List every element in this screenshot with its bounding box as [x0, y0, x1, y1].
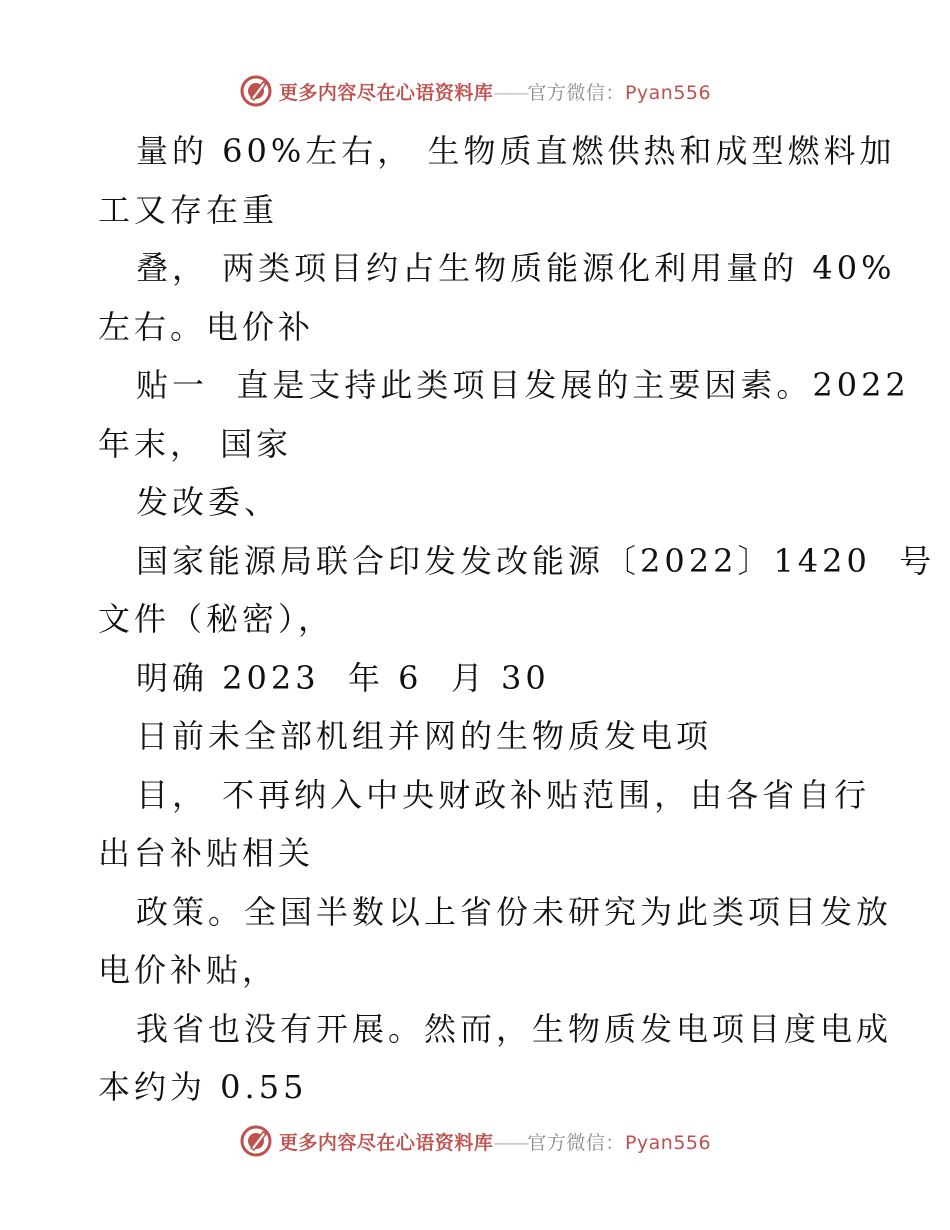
text-line: 本约为 0.55 — [98, 1068, 308, 1106]
text-line: 文件（秘密）， — [98, 600, 335, 638]
text-line: 左右。电价补 — [98, 307, 315, 346]
text-line: 明确 2023 年 6 月 30 — [136, 658, 550, 697]
text-line: 目， 不再纳入中央财政补贴范围，由各省自行 — [136, 775, 871, 814]
watermark-wechat-id: Pyan556 — [624, 1131, 712, 1154]
text-line: 出台补贴相关 — [98, 834, 315, 872]
watermark-separator: —— — [493, 1131, 528, 1154]
pen-logo-icon — [239, 1124, 273, 1158]
pen-logo-icon — [239, 74, 273, 108]
watermark-label: 官方微信： — [527, 1131, 625, 1154]
text-line: 贴一 直是支持此类项目发展的主要因素。2022 — [136, 366, 910, 404]
text-line: 国家能源局联合印发发改能源〔2022〕1420 号 — [136, 541, 936, 580]
text-line: 我省也没有开展。然而，生物质发电项目度电成 — [136, 1009, 893, 1048]
watermark-label: 官方微信： — [527, 81, 625, 104]
text-line: 工又存在重 — [98, 190, 279, 229]
text-line: 日前未全部机组并网的生物质发电项 — [136, 717, 713, 755]
watermark-site: 更多内容尽在心语资料库 — [278, 1131, 494, 1154]
text-line: 叠， 两类项目约占生物质能源化利用量的 40% — [136, 249, 896, 287]
header-watermark — [0, 71, 950, 111]
document-body — [98, 122, 936, 1117]
text-line: 年末， 国家 — [98, 424, 293, 463]
text-line: 电价补贴， — [98, 951, 279, 989]
footer-watermark — [0, 1121, 950, 1161]
watermark-separator: —— — [493, 81, 528, 104]
watermark-wechat-id: Pyan556 — [624, 81, 712, 104]
text-line: 政策。全国半数以上省份未研究为此类项目发放 — [136, 892, 893, 931]
text-line: 发改委、 — [136, 483, 281, 521]
watermark-site: 更多内容尽在心语资料库 — [278, 81, 494, 104]
text-line: 量的 60%左右， 生物质直燃供热和成型燃料加 — [136, 132, 896, 170]
